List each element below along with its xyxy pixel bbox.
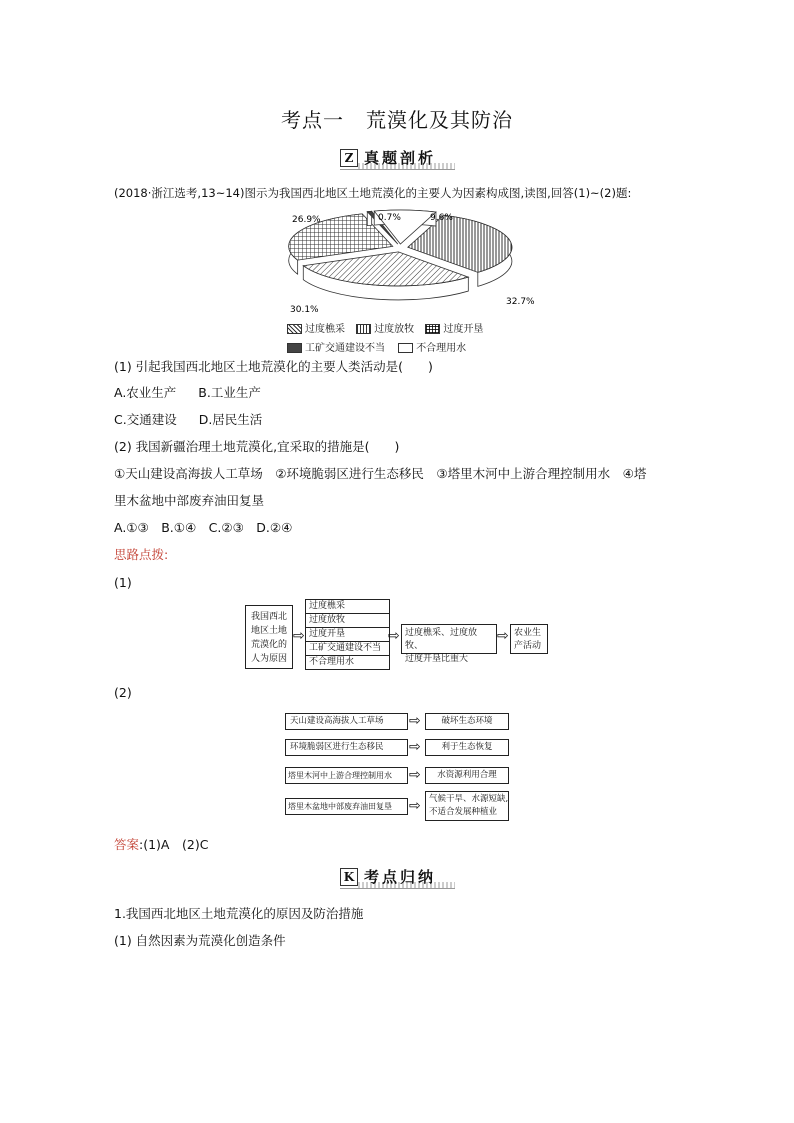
point-1-subheading: (1) 自然因素为荒漠化创造条件: [114, 933, 286, 948]
diagram-2-measure-box: 天山建设高海拔人工草场: [285, 713, 408, 730]
hint-label: 思路点拨:: [114, 547, 169, 562]
pie-label: 26.9%: [292, 215, 321, 225]
pie-chart: [270, 200, 535, 315]
section-letter: K: [340, 868, 358, 886]
diagram-2-effect-box: 水资源利用合理: [425, 767, 509, 784]
question-2-stem: (2) 我国新疆治理土地荒漠化,宜采取的措施是( ): [114, 439, 400, 454]
pie-label: 32.7%: [506, 297, 535, 307]
legend-item: 过度开垦: [425, 324, 483, 335]
section-banner-summary: [340, 866, 455, 889]
diagram-2-measure-box: 塔里木盆地中部废弃油田复垦: [285, 798, 408, 815]
legend-item: 不合理用水: [398, 343, 466, 354]
chart-legend: [287, 320, 483, 354]
diagram-2-measure-box: 塔里木河中上游合理控制用水: [285, 767, 408, 784]
question-intro: (2018·浙江选考,13~14)图示为我国西北地区土地荒漠化的主要人为因素构成图,读图,回答(1)~(2)题:: [114, 186, 632, 200]
diagram-1-list-box: 过度樵采 过度放牧 过度开垦 工矿交通建设不当 不合理用水: [305, 599, 390, 670]
legend-item: 工矿交通建设不当: [287, 343, 385, 354]
page-title: 考点一 荒漠化及其防治: [281, 108, 513, 132]
pie-label: 9.6%: [430, 213, 453, 223]
diagram-1-number: (1): [114, 575, 132, 590]
legend-item: 过度放牧: [356, 324, 414, 335]
pie-label: 0.7%: [378, 213, 401, 223]
question-1-options-row2: [114, 411, 262, 429]
question-1-options-row1: [114, 384, 261, 402]
arrow-icon: ⇨: [497, 628, 509, 644]
diagram-2-effect-box: 气候干旱、水源短缺, 不适合发展种植业: [425, 791, 509, 821]
arrow-icon: ⇨: [409, 739, 421, 755]
section-label: 真题剖析: [364, 149, 437, 167]
diagram-1-summary-box: 过度樵采、过度放牧、 过度开垦比重大: [401, 624, 497, 654]
arrow-icon: ⇨: [409, 798, 421, 814]
diagram-2-effect-box: 利于生态恢复: [425, 739, 509, 756]
option-c: C.交通建设: [114, 412, 177, 427]
option-b: B.工业生产: [198, 385, 261, 400]
question-2-options: A.①③ B.①④ C.②③ D.②④: [114, 520, 293, 535]
diagram-1-result-box: 农业生 产活动: [510, 624, 548, 654]
option-a: A.农业生产: [114, 385, 177, 400]
diagram-2-measure-box: 环境脆弱区进行生态移民: [285, 739, 408, 756]
section-banner-analysis: [340, 147, 455, 170]
pie-label: 30.1%: [290, 305, 319, 315]
question-1-stem: (1) 引起我国西北地区土地荒漠化的主要人类活动是( ): [114, 359, 433, 374]
question-2-line2: 里木盆地中部废弃油田复垦: [114, 493, 265, 508]
arrow-icon: ⇨: [388, 628, 400, 644]
answer: 答案:(1)A (2)C: [114, 837, 209, 852]
arrow-icon: ⇨: [409, 713, 421, 729]
section-letter: Z: [340, 149, 358, 167]
option-d: D.居民生活: [198, 412, 263, 427]
section-label: 考点归纳: [364, 868, 437, 886]
question-2-line1: ①天山建设高海拔人工草场 ②环境脆弱区进行生态移民 ③塔里木河中上游合理控制用水 ④塔: [114, 466, 647, 481]
arrow-icon: ⇨: [409, 767, 421, 783]
legend-item: 过度樵采: [287, 324, 345, 335]
diagram-2-effect-box: 破坏生态环境: [425, 713, 509, 730]
arrow-icon: ⇨: [293, 628, 305, 644]
diagram-1-cause-box: 我国西北 地区土地 荒漠化的 人为原因: [245, 605, 293, 669]
point-1-heading: 1.我国西北地区土地荒漠化的原因及防治措施: [114, 906, 364, 921]
diagram-2-number: (2): [114, 685, 132, 700]
